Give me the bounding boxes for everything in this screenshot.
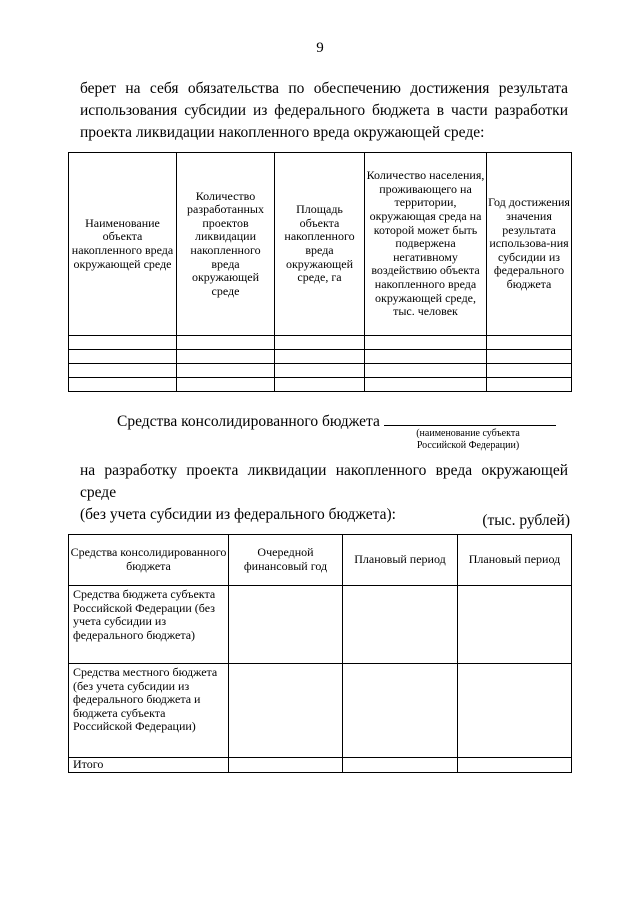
row-regional-budget: Средства бюджета субъекта Российской Федерации (без учета субсидии из федерального бюджета) xyxy=(69,586,229,664)
intro-line-1: берет на себя обязательства по обеспечению достижения результата xyxy=(80,80,568,97)
table-row xyxy=(69,758,572,773)
subject-note-line-1: (наименование субъекта xyxy=(416,428,520,439)
budget-line-label: Средства консолидированного бюджета xyxy=(117,413,380,430)
table-cell xyxy=(177,350,275,364)
table-row xyxy=(69,350,572,364)
subject-name-note xyxy=(398,428,538,452)
header-budget-source: Средства консолидированного бюджета xyxy=(69,535,229,586)
table-cell xyxy=(69,336,177,350)
table-cell xyxy=(275,350,365,364)
second-line-2: (без учета субсидии из федерального бюджета): xyxy=(80,506,396,523)
header-population: Количество населения, проживающего на территории, окружающая среда на которой может быть подвержена негативному воздействию объекта накопленного вреда окружающей среде, тыс. человек xyxy=(365,153,487,336)
budget-table-header-row xyxy=(69,535,572,586)
table-cell xyxy=(69,364,177,378)
header-planned-period-2: Плановый период xyxy=(458,535,572,586)
table-cell xyxy=(177,378,275,392)
intro-line-3: проекта ликвидации накопленного вреда окружающей среде: xyxy=(80,124,485,141)
header-next-fiscal-year: Очередной финансовый год xyxy=(229,535,343,586)
table-row xyxy=(69,364,572,378)
table-cell xyxy=(69,350,177,364)
second-line-1: на разработку проекта ликвидации накопленного вреда окружающей среде xyxy=(80,462,568,501)
table-cell xyxy=(69,378,177,392)
table-cell xyxy=(275,364,365,378)
table-cell xyxy=(177,364,275,378)
table-cell xyxy=(229,758,343,773)
header-projects-count: Количество разработанных проектов ликвидации накопленного вреда окружающей среде xyxy=(177,153,275,336)
page-number: 9 xyxy=(316,40,324,56)
table-row xyxy=(69,378,572,392)
table-cell xyxy=(275,378,365,392)
table-cell xyxy=(229,664,343,758)
header-object-name: Наименование объекта накопленного вреда окружающей среде xyxy=(69,153,177,336)
table-cell xyxy=(177,336,275,350)
budget-table xyxy=(68,534,572,773)
units-label: (тыс. рублей) xyxy=(482,512,570,529)
table-cell xyxy=(458,586,572,664)
result-table-header-row xyxy=(69,153,572,336)
table-cell xyxy=(343,664,458,758)
row-total: Итого xyxy=(69,758,229,773)
table-cell xyxy=(365,378,487,392)
table-cell xyxy=(487,336,572,350)
intro-paragraph xyxy=(80,78,568,144)
table-cell xyxy=(458,758,572,773)
table-cell xyxy=(229,586,343,664)
table-cell xyxy=(487,364,572,378)
subject-name-blank xyxy=(384,411,556,426)
table-cell xyxy=(343,586,458,664)
table-cell xyxy=(365,364,487,378)
table-row xyxy=(69,336,572,350)
table-row xyxy=(69,664,572,758)
table-cell xyxy=(458,664,572,758)
table-cell xyxy=(343,758,458,773)
header-area: Площадь объекта накопленного вреда окружающей среде, га xyxy=(275,153,365,336)
table-cell xyxy=(487,378,572,392)
table-row xyxy=(69,586,572,664)
intro-line-2: использования субсидии из федерального бюджета в части разработки xyxy=(80,102,568,119)
table-cell xyxy=(275,336,365,350)
table-cell xyxy=(365,336,487,350)
header-planned-period-1: Плановый период xyxy=(343,535,458,586)
row-local-budget: Средства местного бюджета (без учета субсидии из федерального бюджета и бюджета субъекта Российской Федерации) xyxy=(69,664,229,758)
result-table xyxy=(68,152,572,392)
table-cell xyxy=(365,350,487,364)
table-cell xyxy=(487,350,572,364)
header-year: Год достижения значения результата использова-ния субсидии из федерального бюджета xyxy=(487,153,572,336)
subject-note-line-2: Российской Федерации) xyxy=(416,440,520,451)
